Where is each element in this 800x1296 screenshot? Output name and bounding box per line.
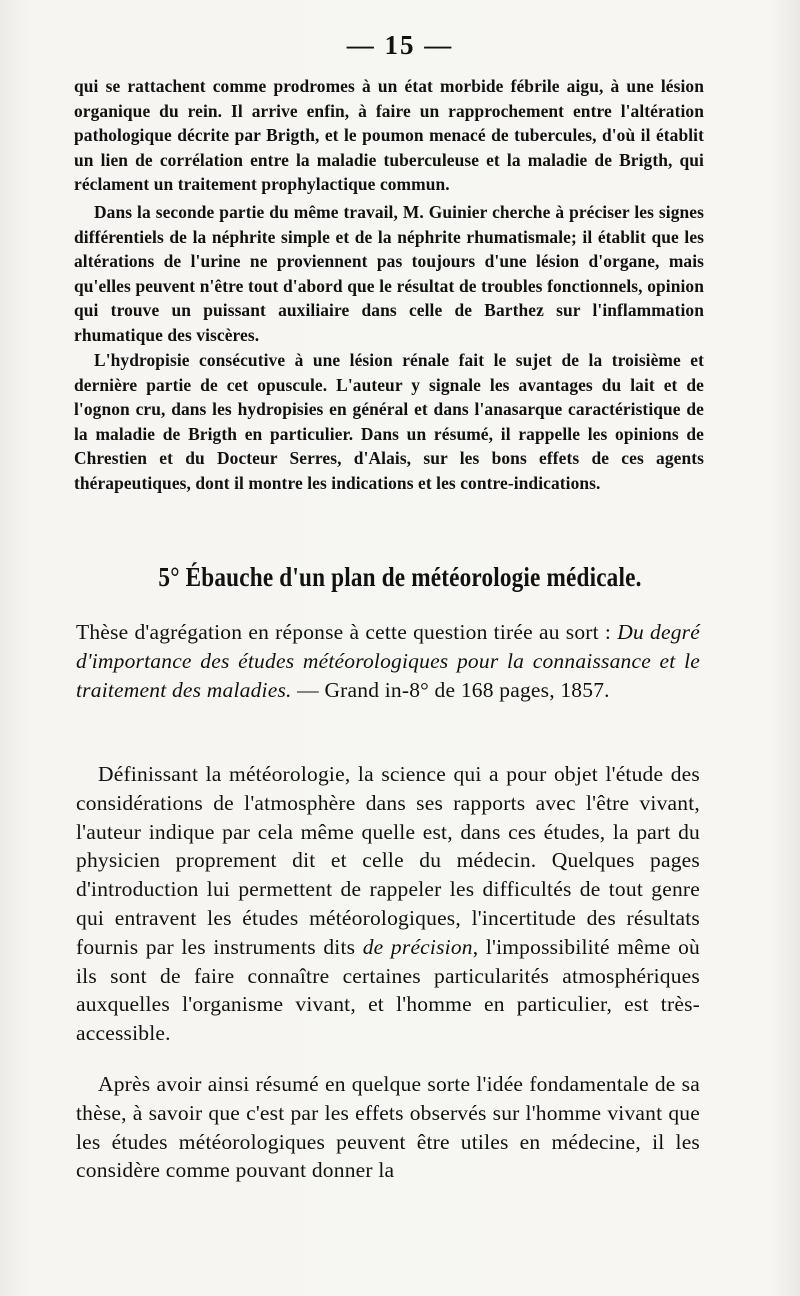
paragraph-italic-phrase: de précision [362, 934, 473, 959]
page-number: — 15 — [346, 30, 454, 60]
paragraph-third-part [74, 348, 704, 496]
section-heading: 5° Ébauche d'un plan de météorologie médicale. [158, 562, 642, 592]
paragraph-text-before: Définissant la météorologie, la science qui a pour objet l'étude des considérations de l'atmosphère dans ses rapports avec l'être vivant, l'auteur indique par cela même quelle est, dans ces études, la part du physicien proprement dit et celle du médecin. Quelques pages d'introduction lui permettent de rappeler les difficultés de tout genre qui entravent les études météorologiques, l'incertitude des résultats fournis par les instruments dits [76, 762, 700, 959]
thesis-details: — Grand in-8° de 168 pages, 1857. [291, 677, 610, 702]
paragraph-text: qui se rattachent comme prodromes à un état morbide fébrile aigu, à une lésion organique du rein. Il arrive enfin, à faire un rapprochement entre l'altération pathologique décrite par Brigth, et le poumon menacé de tubercules, d'où il établit un lien de corrélation entre la maladie tuberculeuse et la maladie de Brigth, qui réclament un traitement prophylactique commun. [74, 76, 704, 195]
paragraph-text-after: , l'impossibilité même où ils sont de faire connaître certaines particularités atmosphériques auxquelles l'organisme vivant, et l'homme en particulier, est très-accessible. [76, 934, 700, 1046]
thesis-title: Du degré d'importance des études météorologiques pour la connaissance et le traitement des maladies. [76, 620, 700, 702]
paragraph-text: Dans la seconde partie du même travail, M. Guinier cherche à préciser les signes différentiels de la néphrite simple et de la néphrite rhumatismale; il établit que les altérations de l'urine ne proviennent pas toujours d'une lésion d'organe, mais qu'elles peuvent n'être tout d'abord que le résultat de troubles fonctionnels, opinion qui trouve un puissant auxiliaire dans celle de Barthez sur l'inflammation rhumatique des viscères. [74, 202, 704, 345]
paragraph-text: Après avoir ainsi résumé en quelque sorte l'idée fondamentale de sa thèse, à savoir que c'est par les effets observés sur l'homme vivant que les études météorologiques peuvent être utiles en médecine, il les considère comme pouvant donner la [76, 1072, 700, 1183]
paragraph-continuation [74, 74, 704, 197]
thesis-citation [76, 618, 700, 704]
paragraph-text: L'hydropisie consécutive à une lésion rénale fait le sujet de la troisième et dernière partie de cet opuscule. L'auteur y signale les avantages du lait et de l'ognon cru, dans les hydropisies en général et dans l'anasarque caractéristique de la maladie de Brigth en particulier. Dans un résumé, il rappelle les opinions de Chrestien et du Docteur Serres, d'Alais, sur les bons effets de ces agents thérapeutiques, dont il montre les indications et les contre-indications. [74, 350, 704, 493]
paragraph-meteorology-definition [76, 760, 700, 1048]
thesis-intro: Thèse d'agrégation en réponse à cette question tirée au sort : [76, 620, 618, 644]
paragraph-second-part [74, 200, 704, 348]
paragraph-thesis-summary [76, 1070, 700, 1185]
